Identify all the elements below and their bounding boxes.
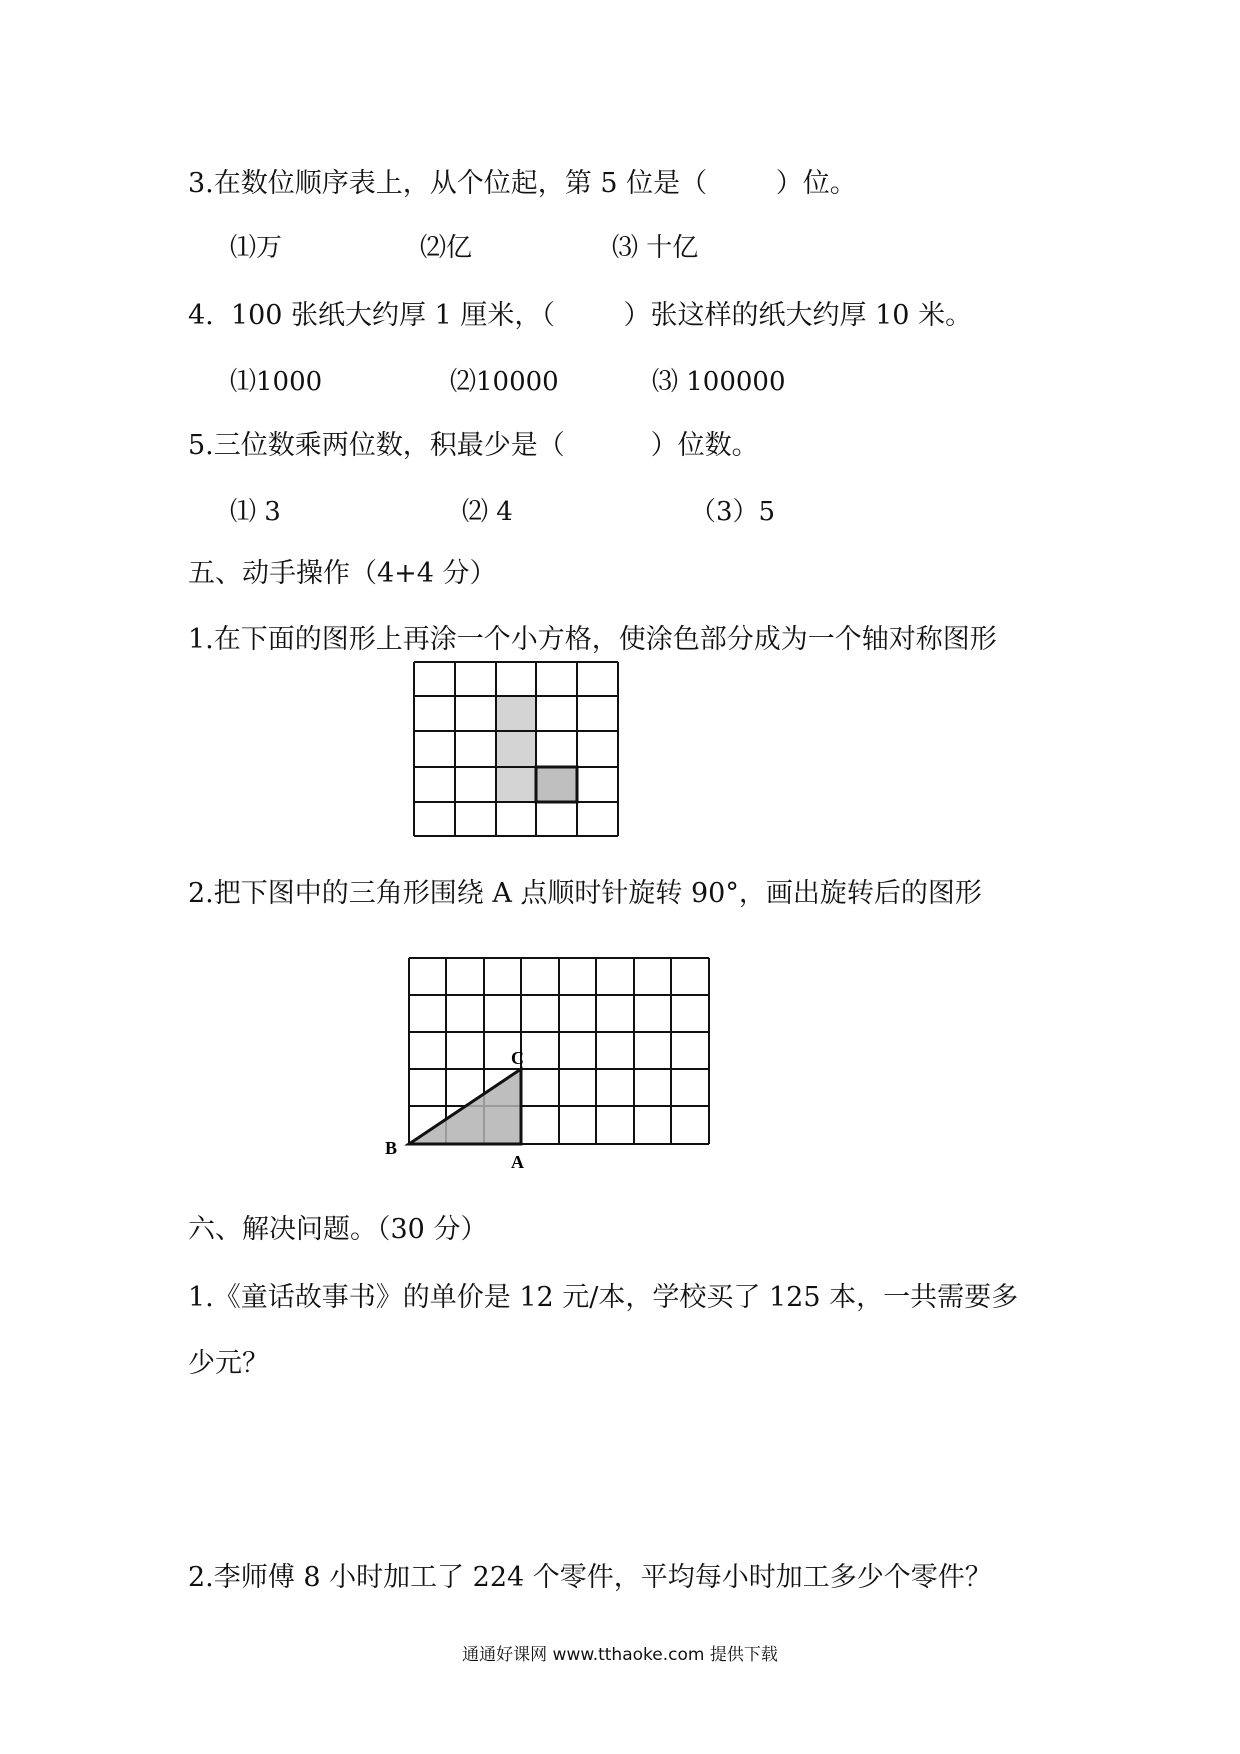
question-5-option-1: ⑴ 3: [230, 497, 281, 527]
question-4-option-2: ⑵10000: [450, 367, 559, 397]
section-5-problem-2: 2.把下图中的三角形围绕 A 点顺时针旋转 90°，画出旋转后的图形: [188, 878, 982, 909]
vertex-label-b: B: [385, 1138, 398, 1158]
section-6-problem-1-line-1: 1.《童话故事书》的单价是 12 元/本，学校买了 125 本，一共需要多: [188, 1282, 1019, 1313]
question-3-stem: 3.在数位顺序表上，从个位起，第 5 位是（ ）位。: [188, 168, 857, 199]
section-6-heading: 六、解决问题。（30 分）: [188, 1214, 488, 1245]
section-6-problem-1-line-2: 少元？: [188, 1348, 269, 1379]
question-4-option-3: ⑶ 100000: [652, 367, 786, 397]
question-4-stem: 4. 100 张纸大约厚 1 厘米，（ ）张这样的纸大约厚 10 米。: [188, 300, 973, 331]
question-3-option-2: ⑵亿: [420, 233, 473, 263]
section-5-heading: 五、动手操作（4+4 分）: [188, 558, 497, 589]
question-5-stem: 5.三位数乘两位数，积最少是（ ）位数。: [188, 430, 759, 461]
question-3-option-3: ⑶ 十亿: [612, 233, 699, 263]
vertex-label-c: C: [511, 1048, 524, 1068]
question-4-option-1: ⑴1000: [230, 367, 323, 397]
rotation-grid: [385, 948, 715, 1178]
symmetry-grid: [412, 660, 624, 842]
question-5-option-2: ⑵ 4: [462, 497, 513, 527]
question-5-option-3: （3）5: [690, 497, 776, 527]
page-footer: 通通好课网 www.tthaoke.com 提供下载: [462, 1645, 778, 1665]
question-3-option-1: ⑴万: [230, 233, 283, 263]
section-6-problem-2: 2.李师傅 8 小时加工了 224 个零件，平均每小时加工多少个零件？: [188, 1562, 992, 1593]
vertex-label-a: A: [511, 1152, 524, 1172]
section-5-problem-1: 1.在下面的图形上再涂一个小方格，使涂色部分成为一个轴对称图形: [188, 624, 997, 655]
